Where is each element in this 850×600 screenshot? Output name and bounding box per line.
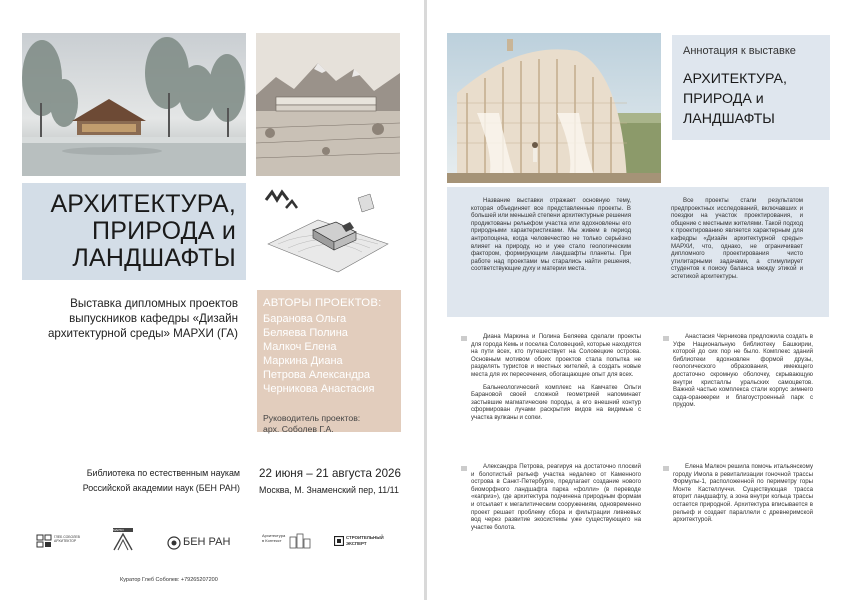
description-block-2 [673, 333, 813, 411]
author-item: Малкоч Елена [263, 341, 337, 353]
sobolev-logo-icon [36, 534, 52, 548]
authors-box [257, 290, 401, 432]
logo-context [262, 532, 312, 550]
bullet-square [663, 336, 669, 341]
context-logo-icon [289, 533, 311, 549]
venue-library [30, 466, 240, 496]
logo-expert-text: СТРОИТЕЛЬНЫЙ ЭКСПЕРТ [346, 535, 384, 546]
annotation-heading: Аннотация к выставке [683, 45, 796, 57]
description-baranova: Бальнеологический комплекс на Камчатке Ольги Барановой своей сложной геометрией напоминает застывшие магматические породы, а его внешний контур сформирован лучами раскрытия видов на видимые с участка вулканы и сопки. [471, 383, 641, 421]
bullet-square [461, 466, 467, 471]
library-line-1: Библиотека по естественным наукам [86, 468, 240, 478]
author-item: Черникова Анастасия [263, 383, 375, 395]
authors-list [263, 312, 374, 396]
logo-sobolev [36, 533, 86, 549]
logo-marhi [111, 526, 135, 552]
logo-context-text: Архитектура в Контекст [262, 533, 286, 543]
logo-marhi-text: МАРХИ [113, 528, 124, 532]
title-box [22, 183, 246, 280]
logo-ben-text: БЕН РАН [183, 536, 231, 548]
authors-heading: АВТОРЫ ПРОЕКТОВ: [263, 297, 382, 309]
intro-box [447, 187, 829, 317]
intro-right-text: Все проекты стали результатом предпроектных исследований, включавших и поездки на участок проектирования, и общение с местными жителями. Такой подход к проектированию является характерным для кафедры «Дизайн архитектурной среды» МАРХИ, что, однако, не ограничивает дипломного проектирования чисто утилитарными задачами, а стимулирует студентов к поиску баланса между этикой и эстетикой архитектуры. [671, 197, 803, 280]
author-item: Маркина Диана [263, 355, 343, 367]
right-page [427, 0, 850, 600]
intro-left-text: Название выставки отражает основную тему, которая объединяет все представленные проекты. В большей или меньшей степени архитектурные решения продиктованы рельефом участка или вдохновлены его природными характеристиками. Мы живем в период антропоцена, когда человечество не только серьёзно влияет на природу, но и уже стало геологическим фактором, формирующим ландшафты планеты. При работе над проектами мы старались найти решения, соответствующие духу и материи места. [471, 197, 631, 273]
logo-sobolev-text: ГЛЕБ СОБОЛЕВ АРХИТЕКТОР [54, 535, 80, 543]
supervisor-name: арх. Соболев Г.А. [263, 424, 334, 434]
photo-site-diagram [258, 186, 401, 279]
ben-logo-icon [167, 536, 181, 550]
library-line-2: Российской академии наук (БЕН РАН) [82, 483, 240, 493]
logo-ben-ran [167, 536, 233, 550]
author-item: Беляева Полина [263, 327, 348, 339]
description-block-4 [673, 463, 813, 526]
bullet-square [663, 466, 669, 471]
description-chernikova: Анастасия Черникова предложила создать в Уфе Национальную библиотеку Башкирии, которой до сих пор не было. Комплекс зданий библиотеки вдохновлен формой друзы, геологического образования, имеющего достаточно скромную оболочку, скрывающую внутри кристаллы уральских самоцветов. Важной частью комплекса стали корпус зимнего сада-оранжереи и благоустроенный парк с прудом. [673, 333, 813, 409]
supervisor [263, 413, 360, 435]
author-item: Петрова Александра [263, 369, 370, 381]
author-item: Баранова Ольга [263, 313, 347, 325]
photo-pavilion [447, 33, 661, 183]
bullet-square [461, 336, 467, 341]
annotation-title: АРХИТЕКТУРА, ПРИРОДА и ЛАНДШАФТЫ [683, 71, 787, 127]
photo-mountain-sketch [256, 33, 400, 176]
exhibition-dates: 22 июня – 21 августа 2026 [259, 467, 401, 480]
description-petrova: Александра Петрова, реагируя на достаточно плоский и болотистый рельеф участка недалеко от Каменного острова в Санкт-Петербурге, предлагает создание нового биоморфного ландшафта парка «фолли» (в переводе «каприз»), где архитектура подчинена природным формам и отсылает к мегалитическим сооружениям, одновременно проект решает проблему сбора и фильтрации ливневых вод через развитие экосистемы уже существующего на участке болота. [471, 463, 641, 531]
exhibition-title: АРХИТЕКТУРА, ПРИРОДА и ЛАНДШАФТЫ [50, 190, 236, 272]
description-block-3 [471, 463, 641, 533]
supervisor-label: Руководитель проектов: [263, 413, 361, 423]
expert-logo-icon [334, 536, 344, 546]
curator-contact: Куратор Глеб Соболев: +79265207200 [120, 577, 218, 583]
description-malkoch: Елена Малкоч решила помочь итальянскому городу Имола в ревитализации гоночной трассы Формулы-1, расположенной по периметру горы Монте Кастеллуччи. Существующая трасса вторит ландшафту, а зона внутри кольца трассы остается природной. Архитектура вписывается в рельеф и создает параллели с древнеримской архитектурой. [673, 463, 813, 524]
description-block-1 [471, 333, 641, 424]
photo-misty-pavilion [22, 33, 246, 176]
exhibition-subtitle: Выставка дипломных проектов выпускников кафедры «Дизайн архитектурной среды» МАРХИ (ГА) [47, 297, 238, 340]
annotation-box [672, 35, 830, 140]
exhibition-address: Москва, М. Знаменский пер, 11/11 [259, 485, 399, 495]
logo-expert [334, 535, 394, 547]
left-page [0, 0, 424, 600]
description-markina-belyaeva: Диана Маркина и Полина Беляева сделали проекты для города Кемь и поселка Соловецкий, которые находятся на пути всех, кто путешествует на Соловецкие острова. Основным мотивом обоих проектов стала попытка не разделять туристов и местных жителей, а создать новые места для их пересечения, обогащающие опыт для всех. [471, 333, 641, 378]
